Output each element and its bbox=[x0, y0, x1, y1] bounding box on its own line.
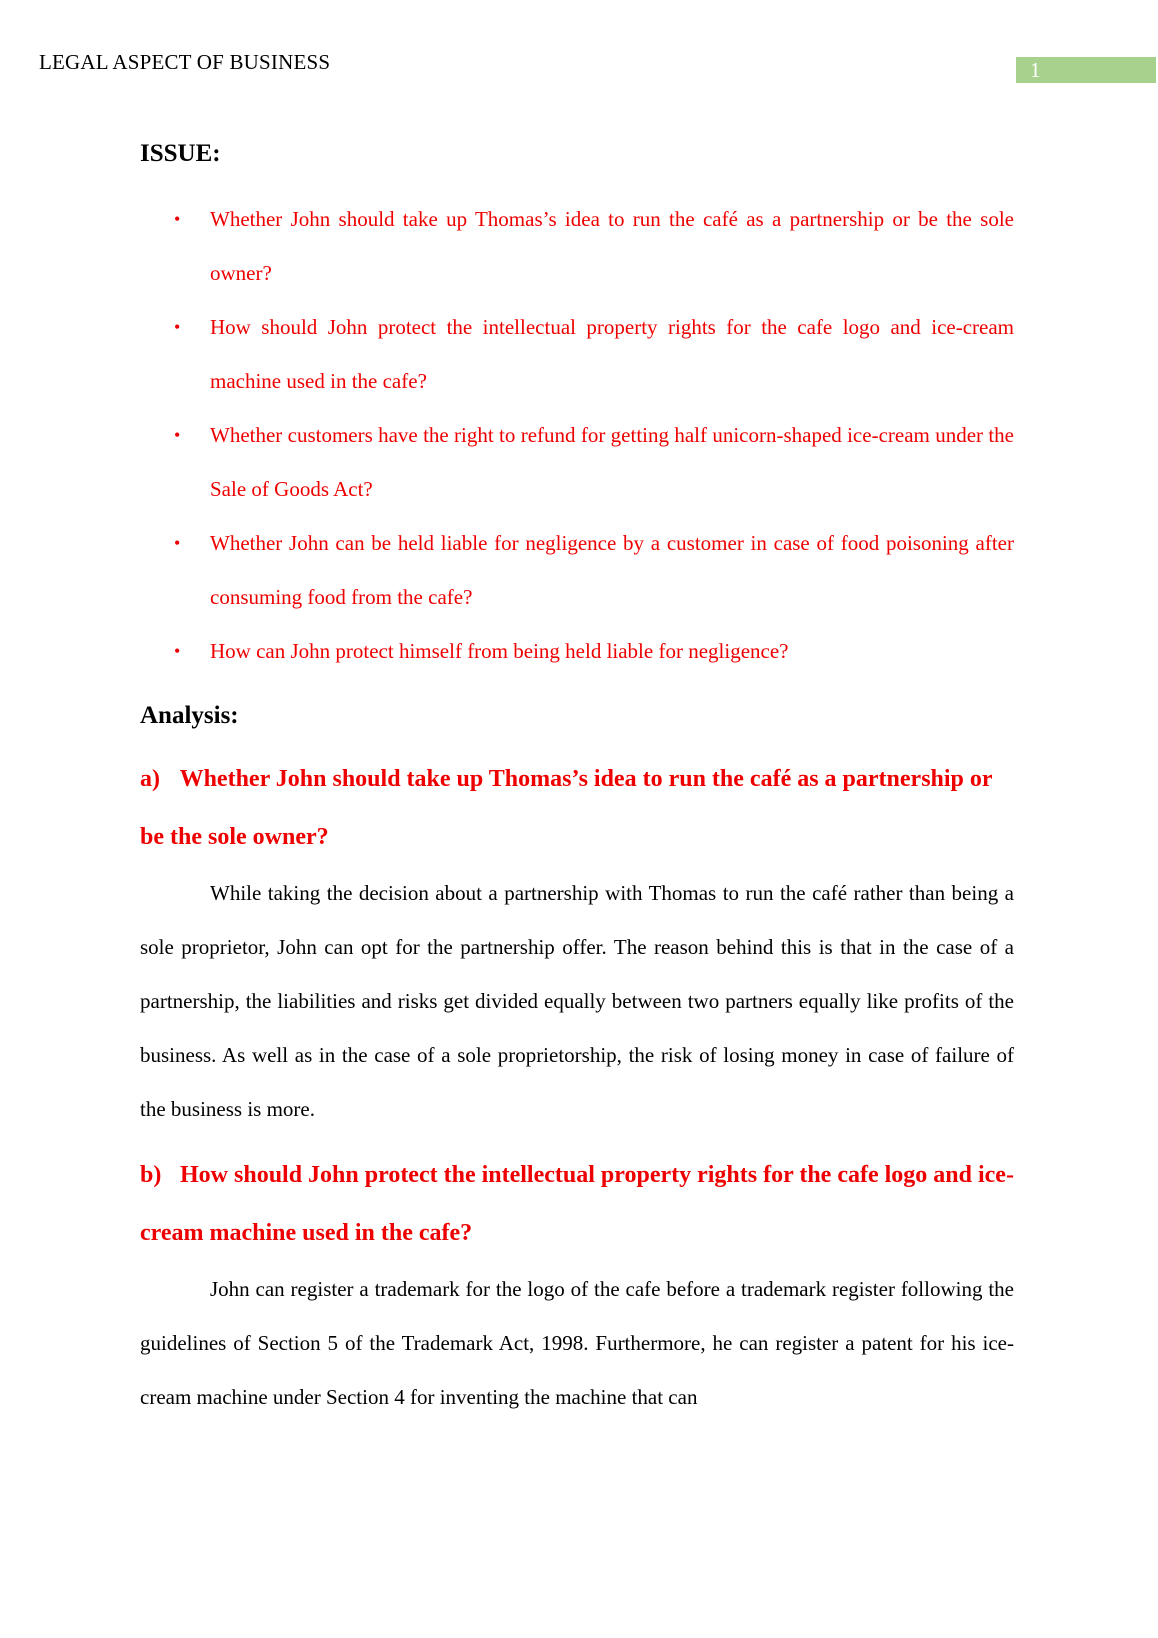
document-body bbox=[140, 138, 1014, 1424]
subheading-text: Whether John should take up Thomas’s idea to run the café as a partnership or be the sole owner? bbox=[140, 766, 993, 850]
bullet-icon: • bbox=[174, 641, 181, 661]
analysis-paragraph: John can register a trademark for the logo of the cafe before a trademark register following the guidelines of Section 5 of the Trademark Act, 1998. Furthermore, he can register a patent for his ice-cream machine under Section 4 for inventing the machine that can bbox=[140, 1277, 1014, 1409]
analysis-heading: Analysis: bbox=[140, 702, 239, 729]
issue-item bbox=[140, 516, 1014, 624]
analysis-paragraph: While taking the decision about a partnership with Thomas to run the café rather than being a sole proprietor, John can opt for the partnership offer. The reason behind this is that in the case of a partnership, the liabilities and risks get divided equally between two partners equally like profits of the business. As well as in the case of a sole proprietorship, the risk of losing money in case of failure of the business is more. bbox=[140, 881, 1014, 1121]
page-number-box bbox=[1016, 57, 1156, 83]
issue-item bbox=[140, 192, 1014, 300]
analysis-subheading bbox=[140, 1146, 1014, 1262]
issue-item bbox=[140, 408, 1014, 516]
issue-item bbox=[140, 300, 1014, 408]
page-number: 1 bbox=[1030, 58, 1041, 82]
subheading-marker: a) bbox=[140, 766, 160, 792]
subheading-marker: b) bbox=[140, 1162, 162, 1188]
issue-item-text: Whether John can be held liable for negligence by a customer in case of food poisoning after consuming food from the cafe? bbox=[210, 531, 1014, 609]
bullet-icon: • bbox=[174, 317, 181, 337]
issue-item-text: Whether customers have the right to refund for getting half unicorn-shaped ice-cream under the Sale of Goods Act? bbox=[210, 423, 1014, 501]
issue-list bbox=[140, 192, 1014, 678]
issue-item-text: How should John protect the intellectual property rights for the cafe logo and ice-cream machine used in the cafe? bbox=[210, 315, 1014, 393]
issue-item-text: How can John protect himself from being held liable for negligence? bbox=[210, 639, 789, 663]
analysis-subheading bbox=[140, 750, 1014, 866]
analysis-section-a bbox=[140, 750, 1014, 1136]
bullet-icon: • bbox=[174, 209, 181, 229]
issue-item bbox=[140, 624, 1014, 678]
subheading-text: How should John protect the intellectual property rights for the cafe logo and ice- cream machine used in the cafe? bbox=[140, 1162, 1014, 1246]
analysis-section-b bbox=[140, 1146, 1014, 1424]
bullet-icon: • bbox=[174, 533, 181, 553]
running-head: LEGAL ASPECT OF BUSINESS bbox=[39, 50, 331, 74]
issue-heading: ISSUE: bbox=[140, 140, 221, 167]
issue-item-text: Whether John should take up Thomas’s idea to run the café as a partnership or be the sole owner? bbox=[210, 207, 1014, 285]
bullet-icon: • bbox=[174, 425, 181, 445]
